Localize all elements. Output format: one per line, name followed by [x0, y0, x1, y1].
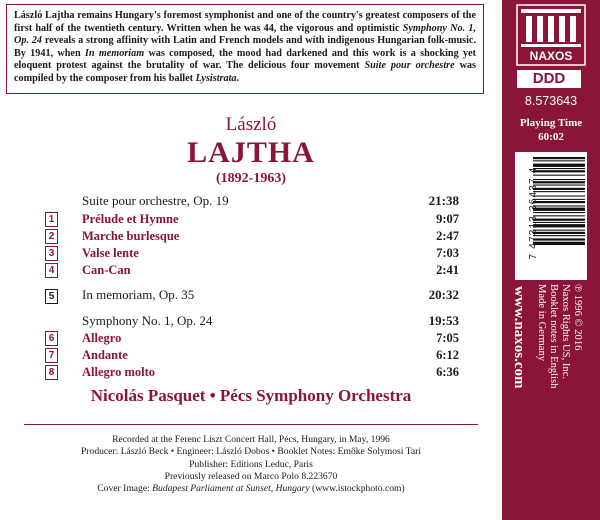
- barcode: [515, 152, 587, 280]
- track-title: Marche burlesque: [82, 229, 180, 243]
- cover-title: Budapest Parliament at Sunset, Hungary: [152, 483, 310, 495]
- composer-last-name: LAJTHA: [187, 136, 315, 169]
- catalog-number: 8.573643: [524, 94, 578, 108]
- track-number: 7: [45, 348, 58, 363]
- intro-part: László Lajtha remains Hungary's foremost symphonist and one of the country's greatest composers of the first half of the twentieth century. Written when he was 44, the vigorous and optimistic: [14, 10, 476, 34]
- cover-prefix: Cover Image:: [97, 483, 153, 495]
- cover-suffix: (www.istockphoto.com): [309, 483, 405, 495]
- composer-first-name: László: [225, 114, 277, 135]
- track-title: Can-Can: [82, 263, 131, 277]
- work-duration: 19:53: [428, 313, 459, 328]
- track-number: 8: [45, 365, 58, 380]
- divider: [24, 424, 478, 425]
- track-title: Allegro: [82, 331, 122, 345]
- credit-cover: [0, 483, 502, 495]
- track-row: [45, 212, 459, 228]
- track-duration: 7:03: [436, 246, 459, 260]
- playing-time-value: 60:02: [538, 131, 564, 143]
- credit-publisher: Publisher: Editions Leduc, Paris: [189, 458, 313, 470]
- intro-part: reveals a strong affinity with Latin and French models and with indigenous Hungarian folk-music. By 1941, when: [14, 35, 476, 59]
- intro-part: .: [236, 72, 240, 84]
- track-number: 5: [45, 289, 58, 304]
- work-title: Symphony No. 1, Op. 24: [82, 313, 213, 328]
- work-title: In memoriam, Op. 35: [82, 287, 195, 302]
- work-title: Suite pour orchestre, Op. 19: [82, 193, 229, 208]
- track-duration: 6:12: [436, 348, 459, 362]
- intro-part: was composed, the mood had darkened and this work is a shocking yet eloquent protest against the brutality of war. The delicious four movement: [14, 47, 476, 72]
- work-duration: 20:32: [428, 287, 459, 302]
- track-row: [45, 331, 459, 347]
- track-duration: 6:36: [436, 365, 459, 379]
- track-row: [45, 246, 459, 262]
- track-row: [45, 348, 459, 364]
- playing-time-label: Playing Time: [519, 117, 583, 129]
- track-number: 1: [45, 212, 58, 227]
- barcode-digits: 7 47313 36437 4: [528, 166, 539, 260]
- track-title: Andante: [82, 348, 128, 362]
- credit-producer: Producer: László Beck • Engineer: László Dobos • Booklet Notes: Emőke Solymosi Tari: [81, 446, 421, 458]
- work-duration: 21:38: [428, 193, 459, 208]
- intro-part: was compiled by the composer from his ballet: [14, 60, 476, 84]
- track-duration: 7:05: [436, 331, 459, 345]
- ddd-badge: DDD: [517, 70, 581, 88]
- intro-text: [6, 4, 484, 94]
- track-number: 2: [45, 229, 58, 244]
- track-title: Allegro molto: [82, 365, 156, 379]
- intro-italic: In memoriam: [84, 47, 145, 59]
- intro-italic: Lysistrata: [195, 72, 237, 84]
- rights-line: Made in Germany: [536, 284, 547, 362]
- naxos-logo-icon: [516, 4, 586, 66]
- credit-recorded: Recorded at the Ferenc Liszt Concert Hall, Pécs, Hungary, in May, 1996: [112, 434, 390, 445]
- rights-notice: [535, 284, 583, 388]
- spine-sidebar: [502, 0, 600, 520]
- credits: [0, 434, 502, 495]
- track-number: 4: [45, 263, 58, 278]
- track-title: Valse lente: [82, 246, 139, 260]
- track-row: [45, 365, 459, 381]
- rights-line: Naxos Rights US, Inc.: [560, 284, 571, 380]
- track-row: [45, 263, 459, 279]
- intro-italic: Symphony No. 1, Op. 24: [14, 22, 477, 47]
- track-duration: 2:47: [436, 229, 459, 243]
- track-number: 3: [45, 246, 58, 261]
- website-url[interactable]: www.naxos.com: [511, 286, 527, 389]
- track-title: Prélude et Hymne: [82, 212, 179, 226]
- track-row: [45, 229, 459, 245]
- svg-text:NAXOS: NAXOS: [529, 49, 573, 63]
- track-number: 6: [45, 331, 58, 346]
- composer-dates: (1892-1963): [216, 171, 286, 186]
- performers: Nicolás Pasquet • Pécs Symphony Orchestra: [90, 386, 412, 405]
- credit-previously: Previously released on Marco Polo 8.223670: [164, 470, 338, 482]
- rights-line: ℗ 1996 © 2016: [572, 284, 583, 351]
- track-duration: 9:07: [436, 212, 459, 226]
- rights-line: Booklet notes in English: [548, 284, 559, 389]
- intro-italic: Suite pour orchestre: [364, 60, 455, 72]
- track-duration: 2:41: [436, 263, 459, 277]
